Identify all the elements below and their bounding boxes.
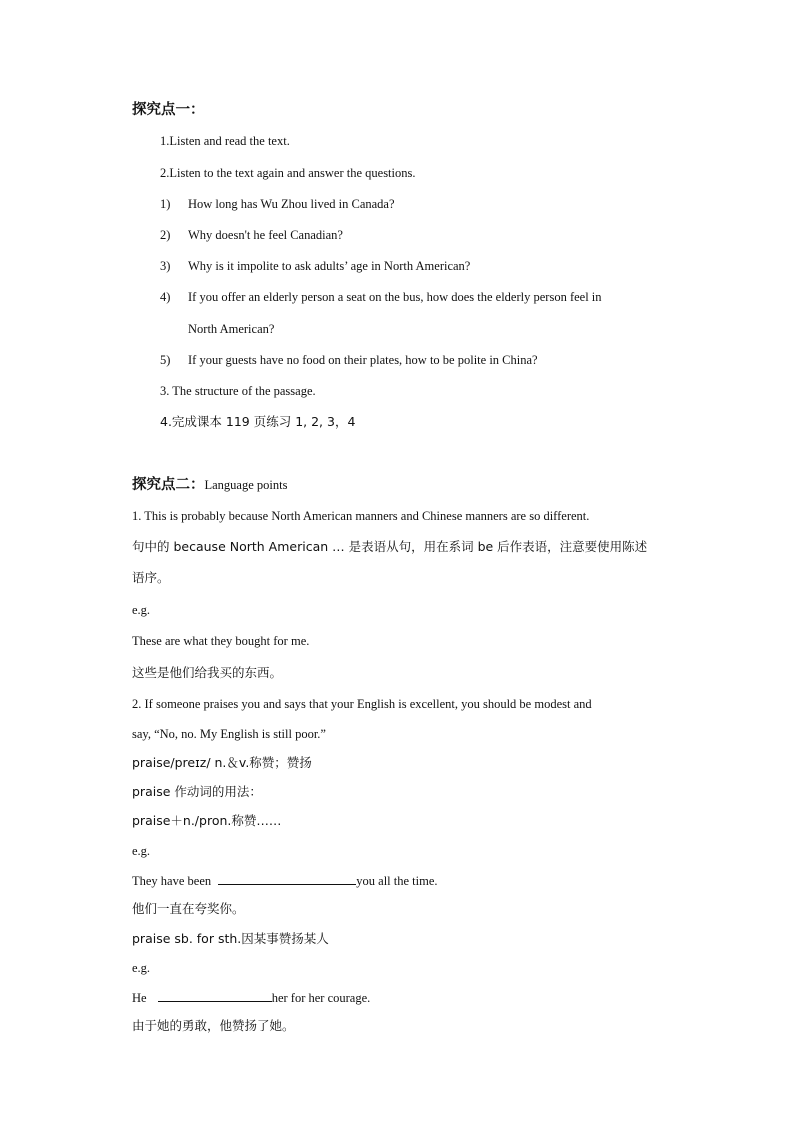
point1-sentence: 1. This is probably because North American manners and Chinese manners are so different. — [132, 509, 590, 523]
section1-title: 探究点一： — [132, 102, 205, 118]
section2-title — [132, 477, 287, 493]
question-1 — [160, 196, 395, 212]
point2-example2 — [132, 989, 370, 1006]
section1-item-3: 3. The structure of the passage. — [160, 384, 316, 398]
point2-usage-title: praise 作动词的用法： — [132, 784, 262, 799]
point1-example: These are what they bought for me. — [132, 634, 310, 648]
point2-translation2: 由于她的勇敢，他赞扬了她。 — [132, 1018, 295, 1033]
point1-note-line1: 句中的 because North American … 是表语从句，用在系词 be 后作表语，注意要使用陈述 — [132, 539, 648, 554]
example1-before: They have been — [132, 874, 212, 888]
point2-sentence-line1: 2. If someone praises you and says that your English is excellent, you should be modest and — [132, 697, 592, 711]
section1-item-2: 2.Listen to the text again and answer the questions. — [160, 166, 416, 180]
question-2 — [160, 227, 343, 243]
question-3-text: Why is it impolite to ask adults’ age in North American? — [188, 259, 471, 273]
point1-translation: 这些是他们给我买的东西。 — [132, 665, 283, 680]
question-1-number: 1) — [160, 197, 171, 211]
point2-pattern1: praise＋n./pron.称赞…… — [132, 813, 282, 828]
question-3-number: 3) — [160, 259, 171, 273]
point2-eg1: e.g. — [132, 844, 151, 858]
section1-item-1: 1.Listen and read the text. — [160, 134, 290, 148]
question-2-text: Why doesn't he feel Canadian? — [188, 228, 343, 242]
example2-before: He — [132, 991, 147, 1005]
example2-after: her for her courage. — [271, 991, 371, 1005]
question-4-text: If you offer an elderly person a seat on the bus, how does the elderly person feel in — [188, 290, 602, 304]
question-4-number: 4) — [160, 290, 171, 304]
question-3 — [160, 258, 470, 274]
point1-eg: e.g. — [132, 603, 151, 617]
question-5 — [160, 352, 538, 368]
section2-title-cn: 探究点二： — [132, 477, 205, 493]
point2-example1 — [132, 872, 438, 889]
point2-translation1: 他们一直在夸奖你。 — [132, 901, 245, 916]
fill-blank-1[interactable] — [218, 872, 356, 885]
question-5-number: 5) — [160, 353, 171, 367]
example1-after: you all the time. — [356, 874, 438, 888]
point2-sentence-line2: say, “No, no. My English is still poor.” — [132, 727, 326, 741]
point2-eg2: e.g. — [132, 961, 151, 975]
question-5-text: If your guests have no food on their plates, how to be polite in China? — [188, 353, 538, 367]
question-4 — [160, 289, 602, 305]
point1-note-line2: 语序。 — [132, 570, 170, 585]
fill-blank-2[interactable] — [158, 989, 272, 1002]
point2-pattern2: praise sb. for sth.因某事赞扬某人 — [132, 931, 329, 946]
question-2-number: 2) — [160, 228, 171, 242]
section2-title-en: Language points — [204, 478, 288, 492]
section1-item-4: 4.完成课本 119 页练习 1, 2, 3，4 — [160, 414, 356, 429]
point2-vocab: praise/preɪz/ n.＆v.称赞；赞扬 — [132, 755, 312, 770]
question-4-continuation: North American? — [188, 322, 275, 336]
question-1-text: How long has Wu Zhou lived in Canada? — [188, 197, 395, 211]
